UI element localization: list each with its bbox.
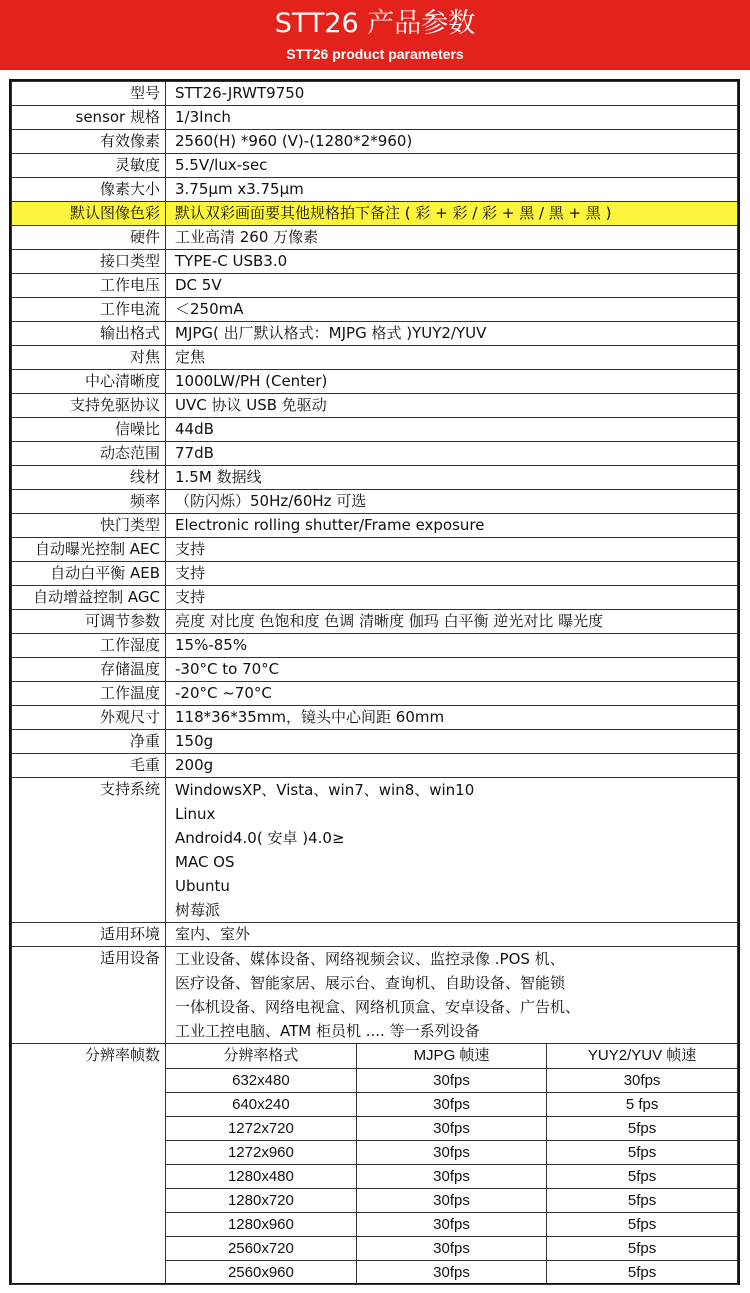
resolution-header-row (166, 1044, 737, 1068)
resolution-data-cell: 30fps (356, 1116, 546, 1140)
spec-value: 支持 (166, 562, 738, 586)
resolution-data-cell: 2560x960 (166, 1260, 356, 1284)
page-title: STT26 产品参数 (274, 8, 476, 39)
spec-row (12, 634, 738, 658)
spec-label: 输出格式 (12, 322, 166, 346)
spec-label: 净重 (12, 730, 166, 754)
spec-value: 200g (166, 754, 738, 778)
resolution-data-cell: 30fps (356, 1164, 546, 1188)
environment-row (12, 923, 738, 947)
spec-value: （防闪烁）50Hz/60Hz 可选 (166, 490, 738, 514)
spec-row (12, 82, 738, 106)
spec-row (12, 442, 738, 466)
devices-line: 一体机设备、网络电视盒、网络机顶盒、安卓设备、广告机、 (175, 998, 581, 1016)
spec-label: 频率 (12, 490, 166, 514)
systems-line: Linux (175, 805, 216, 823)
spec-label: 自动曝光控制 AEC (12, 538, 166, 562)
spec-value: 1.5M 数据线 (166, 466, 738, 490)
spec-value: Electronic rolling shutter/Frame exposure (166, 514, 738, 538)
spec-value: ＜250mA (166, 298, 738, 322)
spec-value: 亮度 对比度 色饱和度 色调 清晰度 伽玛 白平衡 逆光对比 曝光度 (166, 610, 738, 634)
resolution-row (12, 1044, 738, 1285)
resolution-data-cell: 5fps (547, 1212, 737, 1236)
resolution-data-row (166, 1140, 737, 1164)
spec-value: UVC 协议 USB 免驱动 (166, 394, 738, 418)
spec-row (12, 226, 738, 250)
spec-value: 118*36*35mm，镜头中心间距 60mm (166, 706, 738, 730)
spec-label: 信噪比 (12, 418, 166, 442)
spec-value: MJPG( 出厂默认格式：MJPG 格式 )YUY2/YUV (166, 322, 738, 346)
spec-value: 1000LW/PH (Center) (166, 370, 738, 394)
spec-value: TYPE-C USB3.0 (166, 250, 738, 274)
spec-row (12, 106, 738, 130)
resolution-label: 分辨率帧数 (12, 1044, 166, 1285)
resolution-data-cell: 30fps (547, 1068, 737, 1092)
resolution-data-row (166, 1236, 737, 1260)
spec-row (12, 298, 738, 322)
systems-line: WindowsXP、Vista、win7、win8、win10 (175, 781, 475, 799)
spec-value: 定焦 (166, 346, 738, 370)
spec-label: 可调节参数 (12, 610, 166, 634)
systems-line: Android4.0( 安卓 )4.0≥ (175, 829, 345, 847)
spec-table-body (12, 82, 738, 1285)
resolution-data-cell: 632x480 (166, 1068, 356, 1092)
spec-row (12, 130, 738, 154)
spec-row (12, 178, 738, 202)
resolution-data-row (166, 1260, 737, 1284)
spec-value: 77dB (166, 442, 738, 466)
spec-row (12, 730, 738, 754)
spec-label: 自动增益控制 AGC (12, 586, 166, 610)
spec-value: STT26-JRWT9750 (166, 82, 738, 106)
spec-label: 灵敏度 (12, 154, 166, 178)
spec-label: 工作电压 (12, 274, 166, 298)
resolution-data-cell: 30fps (356, 1068, 546, 1092)
environment-value: 室内、室外 (166, 923, 738, 947)
spec-label: 快门类型 (12, 514, 166, 538)
resolution-data-cell: 1272x720 (166, 1116, 356, 1140)
resolution-data-cell: 30fps (356, 1236, 546, 1260)
resolution-table (166, 1044, 737, 1284)
spec-row (12, 418, 738, 442)
resolution-data-cell: 2560x720 (166, 1236, 356, 1260)
spec-row (12, 274, 738, 298)
resolution-data-cell: 1280x720 (166, 1188, 356, 1212)
spec-value: 工业高清 260 万像素 (166, 226, 738, 250)
spec-row (12, 370, 738, 394)
systems-line: Ubuntu (175, 877, 230, 895)
spec-value: 支持 (166, 586, 738, 610)
spec-value: 1/3Inch (166, 106, 738, 130)
resolution-data-cell: 5fps (547, 1164, 737, 1188)
spec-value: 支持 (166, 538, 738, 562)
resolution-data-cell: 5fps (547, 1188, 737, 1212)
resolution-data-cell: 640x240 (166, 1092, 356, 1116)
resolution-data-cell: 1280x480 (166, 1164, 356, 1188)
resolution-data-cell: 30fps (356, 1092, 546, 1116)
spec-row (12, 586, 738, 610)
resolution-data-cell: 1280x960 (166, 1212, 356, 1236)
spec-label: 动态范围 (12, 442, 166, 466)
resolution-data-cell: 30fps (356, 1212, 546, 1236)
spec-row (12, 754, 738, 778)
spec-label: 外观尺寸 (12, 706, 166, 730)
resolution-data-cell: 5fps (547, 1140, 737, 1164)
spec-label: 硬件 (12, 226, 166, 250)
devices-line: 工业设备、媒体设备、网络视频会议、监控录像 .POS 机、 (175, 950, 565, 968)
spec-row (12, 394, 738, 418)
devices-line: 医疗设备、智能家居、展示台、查询机、自助设备、智能锁 (175, 974, 566, 992)
systems-line: MAC OS (175, 853, 235, 871)
resolution-data-cell: 5fps (547, 1236, 737, 1260)
spec-label: 工作湿度 (12, 634, 166, 658)
spec-row (12, 466, 738, 490)
spec-value: 44dB (166, 418, 738, 442)
spec-row (12, 562, 738, 586)
spec-value: 150g (166, 730, 738, 754)
spec-value: 2560(H) *960 (V)-(1280*2*960) (166, 130, 738, 154)
spec-row (12, 706, 738, 730)
systems-line: 树莓派 (175, 901, 221, 919)
environment-label: 适用环境 (12, 923, 166, 947)
spec-row (12, 658, 738, 682)
resolution-data-row (166, 1164, 737, 1188)
spec-label: 支持免驱协议 (12, 394, 166, 418)
spec-label: 接口类型 (12, 250, 166, 274)
spec-row (12, 490, 738, 514)
spec-value: 默认双彩画面要其他规格拍下备注 ( 彩 + 彩 / 彩 + 黑 / 黑 + 黑 ) (166, 202, 738, 226)
resolution-data-cell: 5fps (547, 1260, 737, 1284)
spec-row (12, 322, 738, 346)
resolution-data-cell: 30fps (356, 1260, 546, 1284)
resolution-data-row (166, 1116, 737, 1140)
spec-row (12, 154, 738, 178)
spec-label: 默认图像色彩 (12, 202, 166, 226)
resolution-cell (166, 1044, 738, 1285)
devices-value (166, 947, 738, 1044)
spec-label: 型号 (12, 82, 166, 106)
devices-row (12, 947, 738, 1044)
spec-row (12, 682, 738, 706)
resolution-header-cell: 分辨率格式 (166, 1044, 356, 1068)
spec-row (12, 250, 738, 274)
spec-label: 毛重 (12, 754, 166, 778)
resolution-data-cell: 1272x960 (166, 1140, 356, 1164)
spec-value: DC 5V (166, 274, 738, 298)
spec-label: 对焦 (12, 346, 166, 370)
spec-value: 3.75μm x3.75μm (166, 178, 738, 202)
spec-row (12, 538, 738, 562)
resolution-data-cell: 30fps (356, 1140, 546, 1164)
resolution-data-row (166, 1188, 737, 1212)
spec-label: 线材 (12, 466, 166, 490)
devices-line: 工业工控电脑、ATM 柜员机 .... 等一系列设备 (175, 1022, 480, 1040)
spec-table (11, 81, 738, 1285)
spec-row (12, 610, 738, 634)
spec-value: 5.5V/lux-sec (166, 154, 738, 178)
resolution-data-row (166, 1092, 737, 1116)
spec-row (12, 514, 738, 538)
page-header (0, 0, 750, 70)
devices-label: 适用设备 (12, 947, 166, 1044)
spec-label: 像素大小 (12, 178, 166, 202)
page-subtitle: STT26 product parameters (286, 46, 464, 62)
spec-row (12, 346, 738, 370)
resolution-header-cell: MJPG 帧速 (356, 1044, 546, 1068)
spec-label: 有效像素 (12, 130, 166, 154)
resolution-data-row (166, 1212, 737, 1236)
spec-value: -20°C ~70°C (166, 682, 738, 706)
spec-label: 工作电流 (12, 298, 166, 322)
spec-label: 中心清晰度 (12, 370, 166, 394)
resolution-header-cell: YUY2/YUV 帧速 (547, 1044, 737, 1068)
spec-label: 自动白平衡 AEB (12, 562, 166, 586)
systems-label: 支持系统 (12, 778, 166, 923)
spec-label: sensor 规格 (12, 106, 166, 130)
spec-value: 15%-85% (166, 634, 738, 658)
resolution-data-cell: 5fps (547, 1116, 737, 1140)
spec-row (12, 202, 738, 226)
resolution-data-cell: 30fps (356, 1188, 546, 1212)
systems-row (12, 778, 738, 923)
spec-value: -30°C to 70°C (166, 658, 738, 682)
resolution-data-cell: 5 fps (547, 1092, 737, 1116)
spec-label: 工作温度 (12, 682, 166, 706)
spec-label: 存储温度 (12, 658, 166, 682)
systems-value (166, 778, 738, 923)
resolution-data-row (166, 1068, 737, 1092)
